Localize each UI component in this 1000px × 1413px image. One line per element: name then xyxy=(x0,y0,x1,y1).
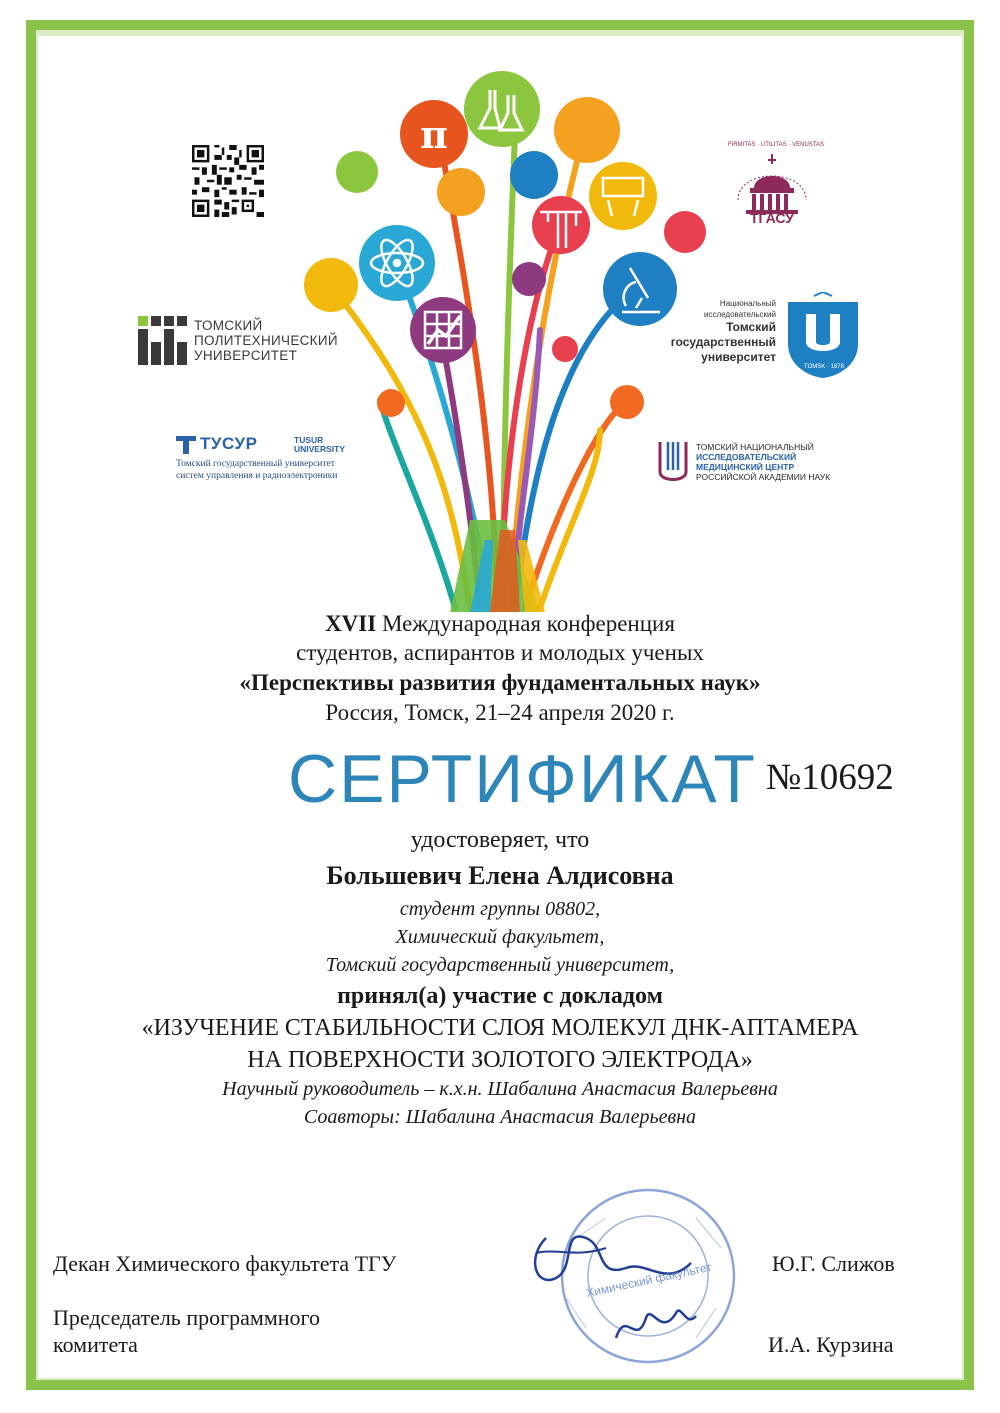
report-title-line1: «ИЗУЧЕНИЕ СТАБИЛЬНОСТИ СЛОЯ МОЛЕКУЛ ДНК-АПТАМЕРА xyxy=(141,1015,859,1041)
nimc-line1: ТОМСКИЙ НАЦИОНАЛЬНЫЙ xyxy=(696,442,814,452)
recipient-faculty: Химический факультет, xyxy=(395,926,605,948)
faculty-stamp xyxy=(516,1178,746,1368)
tgasu-logo xyxy=(728,142,825,239)
certifies-text: удостоверяет, что xyxy=(410,827,590,853)
tgasu-name: ТГАСУ xyxy=(749,210,794,226)
tpu-emblem-icon xyxy=(138,316,188,366)
participation-text: принял(а) участие с докладом xyxy=(337,983,663,1009)
tusur-name: ТУСУР xyxy=(200,434,258,453)
conference-title: «Перспективы развития фундаментальных наук» xyxy=(239,670,761,695)
chair-title-line1: Председатель программного xyxy=(53,1305,320,1330)
tusur-eng2: UNIVERSITY xyxy=(294,444,346,454)
recipient-university: Томский государственный университет, xyxy=(325,954,675,976)
certificate-title: СЕРТИФИКАТ xyxy=(288,741,757,817)
recipient-group: студент группы 08802, xyxy=(399,898,601,920)
nimc-line2: ИССЛЕДОВАТЕЛЬСКИЙ xyxy=(696,452,797,462)
tusur-eng1: TUSUR xyxy=(294,435,324,445)
coauthors-text: Соавторы: Шабалина Анастасия Валерьевна xyxy=(303,1106,697,1128)
qr-code xyxy=(192,145,264,217)
tsu-line2: исследовательский xyxy=(704,310,776,319)
tpu-line2: ПОЛИТЕХНИЧЕСКИЙ xyxy=(194,333,338,348)
tpu-logo xyxy=(138,316,338,371)
nimc-emblem-icon xyxy=(656,438,690,486)
report-title-line2: НА ПОВЕРХНОСТИ ЗОЛОТОГО ЭЛЕКТРОДА» xyxy=(247,1047,753,1073)
tpu-line3: УНИВЕРСИТЕТ xyxy=(194,348,298,363)
tusur-sub2: систем управления и радиоэлектроники xyxy=(176,471,338,481)
chair-name: И.А. Курзина xyxy=(768,1332,894,1357)
tsu-line4: государственный xyxy=(670,335,776,349)
tsu-emblem-text: TOMSK · 1878 xyxy=(804,364,844,370)
dean-name: Ю.Г. Слижов xyxy=(772,1251,895,1276)
supervisor-text: Научный руководитель – к.х.н. Шабалина Анастасия Валерьевна xyxy=(222,1078,778,1100)
nimc-line3: МЕДИЦИНСКИЙ ЦЕНТР xyxy=(696,462,795,472)
tusur-sub1: Томский государственный университет xyxy=(176,459,335,469)
recipient-name: Большевич Елена Алдисовна xyxy=(326,861,674,890)
tpu-line1: ТОМСКИЙ xyxy=(194,318,263,333)
conference-name: Международная конференция xyxy=(376,611,675,636)
conference-line2: студентов, аспирантов и молодых ученых xyxy=(296,640,704,665)
tusur-emblem-icon xyxy=(176,436,196,454)
certificate-number: №10692 xyxy=(766,757,894,798)
stamp-text: Химический факультет xyxy=(584,1259,713,1301)
conference-roman: XVII xyxy=(325,611,377,636)
pi-icon: π xyxy=(420,112,448,157)
nimc-line4: РОССИЙСКОЙ АКАДЕМИИ НАУК xyxy=(696,472,831,482)
conference-line1 xyxy=(0,609,1000,638)
tsu-line1: Национальный xyxy=(719,299,776,308)
conference-place-date: Россия, Томск, 21–24 апреля 2020 г. xyxy=(325,700,675,725)
tsu-line5: университет xyxy=(701,350,776,364)
nimc-logo xyxy=(656,438,831,491)
tsu-line3: Томский xyxy=(726,320,776,334)
dean-title: Декан Химического факультета ТГУ xyxy=(53,1251,397,1276)
chair-title-line2: комитета xyxy=(53,1332,138,1357)
tgasu-motto: FIRMITAS · UTILITAS · VENUSTAS xyxy=(728,142,825,148)
